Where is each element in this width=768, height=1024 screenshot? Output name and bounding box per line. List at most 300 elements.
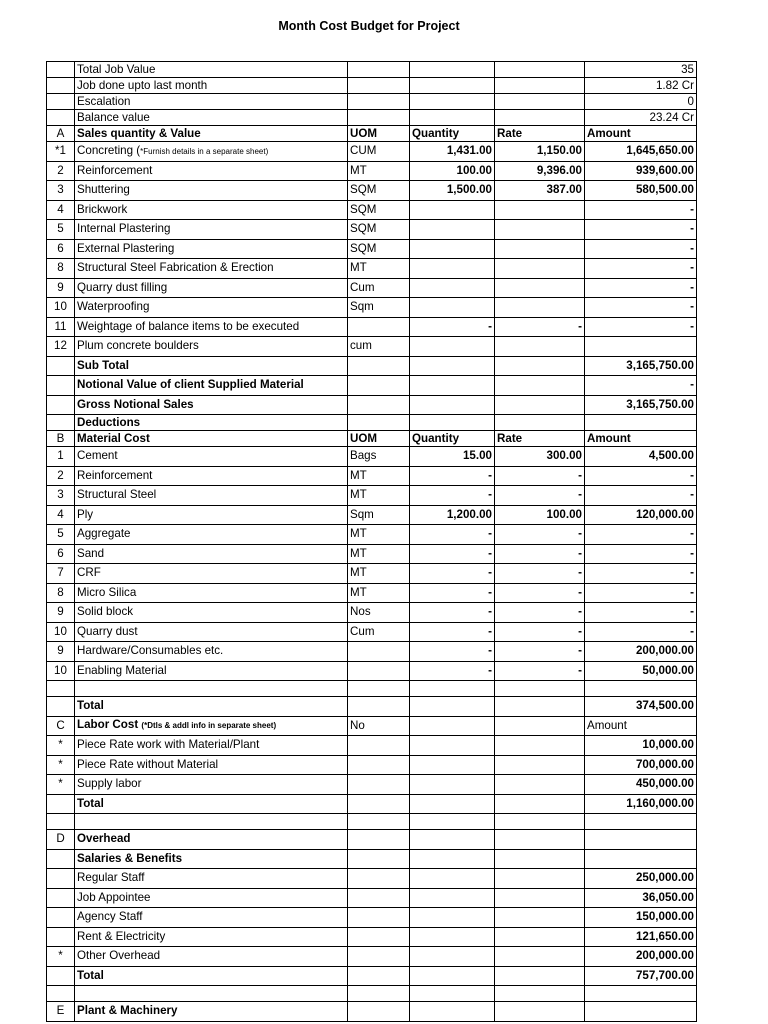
amount-cell: 580,500.00	[585, 181, 697, 201]
row-number-cell: 6	[47, 544, 75, 564]
table-row	[47, 544, 697, 564]
row-number-cell: *	[47, 755, 75, 775]
quantity-cell: -	[410, 622, 495, 642]
description-text: Aggregate	[77, 527, 131, 541]
row-number-cell	[47, 986, 75, 1002]
description-text: Overhead	[77, 832, 131, 846]
rate-cell: -	[495, 317, 585, 337]
table-row	[47, 94, 697, 110]
rate-cell: -	[495, 642, 585, 662]
description-cell	[75, 908, 348, 928]
amount-cell: 200,000.00	[585, 947, 697, 967]
row-number-cell: 2	[47, 466, 75, 486]
amount-cell: -	[585, 603, 697, 623]
description-text: Total	[77, 699, 104, 713]
table-row	[47, 142, 697, 162]
description-note: (*Dtls & addl info in separate sheet)	[141, 721, 277, 731]
table-row	[47, 486, 697, 506]
description-text: Total	[77, 796, 104, 810]
description-cell	[75, 200, 348, 220]
rate-cell: -	[495, 661, 585, 681]
description-text: Gross Notional Sales	[77, 397, 194, 411]
budget-table	[46, 61, 697, 1022]
uom-cell	[348, 736, 410, 756]
description-cell	[75, 814, 348, 830]
amount-cell: 35	[585, 62, 697, 78]
rate-cell	[495, 395, 585, 415]
description-cell	[75, 986, 348, 1002]
amount-cell: -	[585, 259, 697, 279]
table-row	[47, 161, 697, 181]
uom-cell	[348, 642, 410, 662]
rate-cell: 300.00	[495, 447, 585, 467]
rate-cell	[495, 888, 585, 908]
row-number-cell: E	[47, 1002, 75, 1022]
row-number-cell: 10	[47, 298, 75, 318]
quantity-cell	[410, 220, 495, 240]
description-text: Supply labor	[77, 777, 142, 791]
description-text: Reinforcement	[77, 163, 153, 177]
quantity-cell	[410, 736, 495, 756]
rate-cell	[495, 78, 585, 94]
quantity-cell	[410, 830, 495, 850]
table-row	[47, 376, 697, 396]
description-text: Sand	[77, 546, 105, 560]
description-cell	[75, 603, 348, 623]
amount-cell: 0	[585, 94, 697, 110]
description-cell	[75, 736, 348, 756]
description-cell	[75, 947, 348, 967]
table-row	[47, 947, 697, 967]
description-text: Waterproofing	[77, 300, 150, 314]
table-row	[47, 431, 697, 447]
quantity-cell	[410, 794, 495, 814]
description-cell	[75, 888, 348, 908]
row-number-cell	[47, 62, 75, 78]
row-number-cell	[47, 888, 75, 908]
table-row	[47, 395, 697, 415]
rate-cell	[495, 376, 585, 396]
description-cell	[75, 259, 348, 279]
description-cell	[75, 505, 348, 525]
description-cell	[75, 525, 348, 545]
description-text: Cement	[77, 449, 118, 463]
table-row	[47, 1002, 697, 1022]
description-text: Notional Value of client Supplied Material	[77, 378, 304, 392]
rate-cell	[495, 716, 585, 736]
rate-cell: 9,396.00	[495, 161, 585, 181]
page-title: Month Cost Budget for Project	[278, 19, 460, 33]
quantity-cell	[410, 239, 495, 259]
description-text: Rent & Electricity	[77, 929, 166, 943]
quantity-cell: -	[410, 486, 495, 506]
rate-cell	[495, 239, 585, 259]
description-cell	[75, 583, 348, 603]
description-cell	[75, 337, 348, 357]
description-text: Micro Silica	[77, 585, 137, 599]
table-row	[47, 583, 697, 603]
rate-cell	[495, 94, 585, 110]
description-cell	[75, 869, 348, 889]
description-text: Job Appointee	[77, 890, 151, 904]
table-row	[47, 356, 697, 376]
amount-cell: -	[585, 200, 697, 220]
amount-cell	[585, 849, 697, 869]
amount-cell: 374,500.00	[585, 697, 697, 717]
uom-cell: Cum	[348, 278, 410, 298]
uom-cell	[348, 78, 410, 94]
amount-cell: 1.82 Cr	[585, 78, 697, 94]
description-text: Quarry dust	[77, 624, 138, 638]
uom-cell	[348, 317, 410, 337]
row-number-cell: 9	[47, 642, 75, 662]
amount-cell: 120,000.00	[585, 505, 697, 525]
rate-cell: -	[495, 544, 585, 564]
description-text: Structural Steel Fabrication & Erection	[77, 261, 274, 275]
description-cell	[75, 794, 348, 814]
rate-cell	[495, 200, 585, 220]
table-row	[47, 849, 697, 869]
uom-cell: UOM	[348, 126, 410, 142]
rate-cell	[495, 62, 585, 78]
uom-cell: UOM	[348, 431, 410, 447]
quantity-cell	[410, 337, 495, 357]
table-row	[47, 525, 697, 545]
quantity-cell: -	[410, 564, 495, 584]
quantity-cell: -	[410, 544, 495, 564]
description-cell	[75, 94, 348, 110]
rate-cell	[495, 337, 585, 357]
table-row	[47, 908, 697, 928]
table-row	[47, 986, 697, 1002]
description-cell	[75, 415, 348, 431]
description-cell	[75, 376, 348, 396]
quantity-cell	[410, 110, 495, 126]
uom-cell: cum	[348, 337, 410, 357]
rate-cell	[495, 794, 585, 814]
uom-cell	[348, 869, 410, 889]
row-number-cell: 2	[47, 161, 75, 181]
quantity-cell	[410, 888, 495, 908]
quantity-cell	[410, 697, 495, 717]
uom-cell	[348, 110, 410, 126]
row-number-cell: 5	[47, 220, 75, 240]
table-row	[47, 794, 697, 814]
table-row	[47, 78, 697, 94]
description-cell	[75, 697, 348, 717]
row-number-cell: 9	[47, 603, 75, 623]
amount-cell: 10,000.00	[585, 736, 697, 756]
row-number-cell: *1	[47, 142, 75, 162]
quantity-cell: -	[410, 525, 495, 545]
amount-cell: -	[585, 622, 697, 642]
table-row	[47, 622, 697, 642]
rate-cell	[495, 814, 585, 830]
description-text: Ply	[77, 507, 94, 521]
amount-cell	[585, 415, 697, 431]
amount-cell: 3,165,750.00	[585, 395, 697, 415]
uom-cell	[348, 947, 410, 967]
description-text: Job done upto last month	[77, 78, 208, 92]
quantity-cell	[410, 986, 495, 1002]
amount-cell: -	[585, 466, 697, 486]
uom-cell: MT	[348, 564, 410, 584]
uom-cell	[348, 415, 410, 431]
table-row	[47, 869, 697, 889]
rate-cell	[495, 259, 585, 279]
amount-cell: -	[585, 525, 697, 545]
rate-cell	[495, 356, 585, 376]
uom-cell: MT	[348, 544, 410, 564]
uom-cell: Nos	[348, 603, 410, 623]
rate-cell: -	[495, 603, 585, 623]
row-number-cell	[47, 78, 75, 94]
row-number-cell: D	[47, 830, 75, 850]
table-row	[47, 110, 697, 126]
description-cell	[75, 486, 348, 506]
rate-cell	[495, 681, 585, 697]
uom-cell	[348, 755, 410, 775]
quantity-cell	[410, 681, 495, 697]
rate-cell	[495, 986, 585, 1002]
uom-cell: Bags	[348, 447, 410, 467]
description-text: Enabling Material	[77, 663, 167, 677]
row-number-cell: *	[47, 947, 75, 967]
description-text: Concreting (	[77, 143, 141, 157]
quantity-cell	[410, 775, 495, 795]
amount-cell: -	[585, 486, 697, 506]
amount-cell: -	[585, 278, 697, 298]
row-number-cell	[47, 927, 75, 947]
amount-cell: -	[585, 544, 697, 564]
uom-cell	[348, 888, 410, 908]
row-number-cell: 4	[47, 200, 75, 220]
quantity-cell: -	[410, 603, 495, 623]
budget-table-body	[47, 62, 697, 1022]
description-cell	[75, 278, 348, 298]
description-text: Total	[77, 968, 104, 982]
rate-cell	[495, 947, 585, 967]
table-row	[47, 755, 697, 775]
quantity-cell	[410, 716, 495, 736]
rate-cell	[495, 775, 585, 795]
uom-cell	[348, 927, 410, 947]
quantity-cell	[410, 356, 495, 376]
rate-cell: -	[495, 525, 585, 545]
amount-cell: 3,165,750.00	[585, 356, 697, 376]
quantity-cell	[410, 908, 495, 928]
rate-cell	[495, 849, 585, 869]
amount-cell: 939,600.00	[585, 161, 697, 181]
row-number-cell	[47, 395, 75, 415]
description-text: Quarry dust filling	[77, 280, 168, 294]
amount-cell	[585, 337, 697, 357]
description-cell	[75, 110, 348, 126]
quantity-cell: -	[410, 317, 495, 337]
quantity-cell: -	[410, 583, 495, 603]
rate-cell: -	[495, 622, 585, 642]
quantity-cell	[410, 376, 495, 396]
table-row	[47, 603, 697, 623]
uom-cell	[348, 697, 410, 717]
quantity-cell	[410, 62, 495, 78]
description-text: Escalation	[77, 94, 131, 108]
table-row	[47, 814, 697, 830]
rate-cell	[495, 966, 585, 986]
table-row	[47, 337, 697, 357]
rate-cell	[495, 415, 585, 431]
description-text: Salaries & Benefits	[77, 851, 183, 865]
description-note: *Furnish details in a separate sheet)	[140, 146, 269, 156]
quantity-cell: Quantity	[410, 431, 495, 447]
description-text: Piece Rate without Material	[77, 757, 219, 771]
uom-cell: Sqm	[348, 505, 410, 525]
table-row	[47, 259, 697, 279]
quantity-cell	[410, 395, 495, 415]
table-row	[47, 966, 697, 986]
row-number-cell: 8	[47, 583, 75, 603]
amount-cell: 23.24 Cr	[585, 110, 697, 126]
rate-cell: -	[495, 583, 585, 603]
amount-cell	[585, 1002, 697, 1022]
row-number-cell: 1	[47, 447, 75, 467]
amount-cell: -	[585, 583, 697, 603]
table-row	[47, 716, 697, 736]
amount-cell: 700,000.00	[585, 755, 697, 775]
amount-cell: Amount	[585, 431, 697, 447]
rate-cell	[495, 869, 585, 889]
uom-cell	[348, 966, 410, 986]
amount-cell: 450,000.00	[585, 775, 697, 795]
description-cell	[75, 317, 348, 337]
uom-cell: SQM	[348, 239, 410, 259]
rate-cell	[495, 1002, 585, 1022]
amount-cell: 1,645,650.00	[585, 142, 697, 162]
quantity-cell	[410, 415, 495, 431]
uom-cell	[348, 908, 410, 928]
description-text: Structural Steel	[77, 488, 157, 502]
description-cell	[75, 466, 348, 486]
amount-cell: Amount	[585, 716, 697, 736]
table-row	[47, 239, 697, 259]
uom-cell: CUM	[348, 142, 410, 162]
uom-cell: MT	[348, 486, 410, 506]
amount-cell	[585, 814, 697, 830]
quantity-cell: 15.00	[410, 447, 495, 467]
table-row	[47, 642, 697, 662]
table-row	[47, 830, 697, 850]
row-number-cell	[47, 908, 75, 928]
description-text: Balance value	[77, 110, 150, 124]
table-row	[47, 888, 697, 908]
uom-cell: MT	[348, 525, 410, 545]
uom-cell: Sqm	[348, 298, 410, 318]
uom-cell: Cum	[348, 622, 410, 642]
row-number-cell: B	[47, 431, 75, 447]
table-row	[47, 181, 697, 201]
rate-cell	[495, 736, 585, 756]
amount-cell: 4,500.00	[585, 447, 697, 467]
uom-cell: MT	[348, 259, 410, 279]
table-row	[47, 564, 697, 584]
table-row	[47, 62, 697, 78]
rate-cell: Rate	[495, 431, 585, 447]
uom-cell: SQM	[348, 200, 410, 220]
row-number-cell: 10	[47, 622, 75, 642]
rate-cell	[495, 927, 585, 947]
description-text: Agency Staff	[77, 910, 143, 924]
row-number-cell: C	[47, 716, 75, 736]
description-cell	[75, 830, 348, 850]
uom-cell	[348, 775, 410, 795]
description-cell	[75, 849, 348, 869]
amount-cell: 36,050.00	[585, 888, 697, 908]
description-text: Plant & Machinery	[77, 1004, 178, 1018]
description-cell	[75, 239, 348, 259]
amount-cell: -	[585, 317, 697, 337]
description-cell	[75, 716, 348, 736]
rate-cell	[495, 110, 585, 126]
row-number-cell: 12	[47, 337, 75, 357]
quantity-cell	[410, 849, 495, 869]
description-cell	[75, 564, 348, 584]
amount-cell	[585, 986, 697, 1002]
description-cell	[75, 161, 348, 181]
uom-cell: MT	[348, 161, 410, 181]
amount-cell	[585, 681, 697, 697]
rate-cell: 1,150.00	[495, 142, 585, 162]
row-number-cell: A	[47, 126, 75, 142]
rate-cell: -	[495, 486, 585, 506]
table-row	[47, 415, 697, 431]
row-number-cell: 10	[47, 661, 75, 681]
table-row	[47, 736, 697, 756]
rate-cell	[495, 278, 585, 298]
description-text: Shuttering	[77, 183, 130, 197]
description-cell	[75, 966, 348, 986]
row-number-cell	[47, 849, 75, 869]
uom-cell: SQM	[348, 220, 410, 240]
rate-cell: -	[495, 564, 585, 584]
description-text: Reinforcement	[77, 468, 153, 482]
description-text: CRF	[77, 566, 101, 580]
row-number-cell	[47, 376, 75, 396]
description-text: Regular Staff	[77, 871, 145, 885]
uom-cell: SQM	[348, 181, 410, 201]
uom-cell	[348, 94, 410, 110]
amount-cell: 250,000.00	[585, 869, 697, 889]
description-cell	[75, 1002, 348, 1022]
row-number-cell: *	[47, 775, 75, 795]
quantity-cell	[410, 755, 495, 775]
row-number-cell	[47, 814, 75, 830]
row-number-cell: 7	[47, 564, 75, 584]
row-number-cell: 6	[47, 239, 75, 259]
row-number-cell	[47, 356, 75, 376]
description-text: Internal Plastering	[77, 222, 171, 236]
quantity-cell	[410, 947, 495, 967]
row-number-cell	[47, 110, 75, 126]
quantity-cell: 100.00	[410, 161, 495, 181]
quantity-cell	[410, 927, 495, 947]
uom-cell	[348, 376, 410, 396]
uom-cell	[348, 830, 410, 850]
rate-cell: Rate	[495, 126, 585, 142]
description-cell	[75, 447, 348, 467]
row-number-cell: 3	[47, 486, 75, 506]
rate-cell: 387.00	[495, 181, 585, 201]
description-cell	[75, 775, 348, 795]
